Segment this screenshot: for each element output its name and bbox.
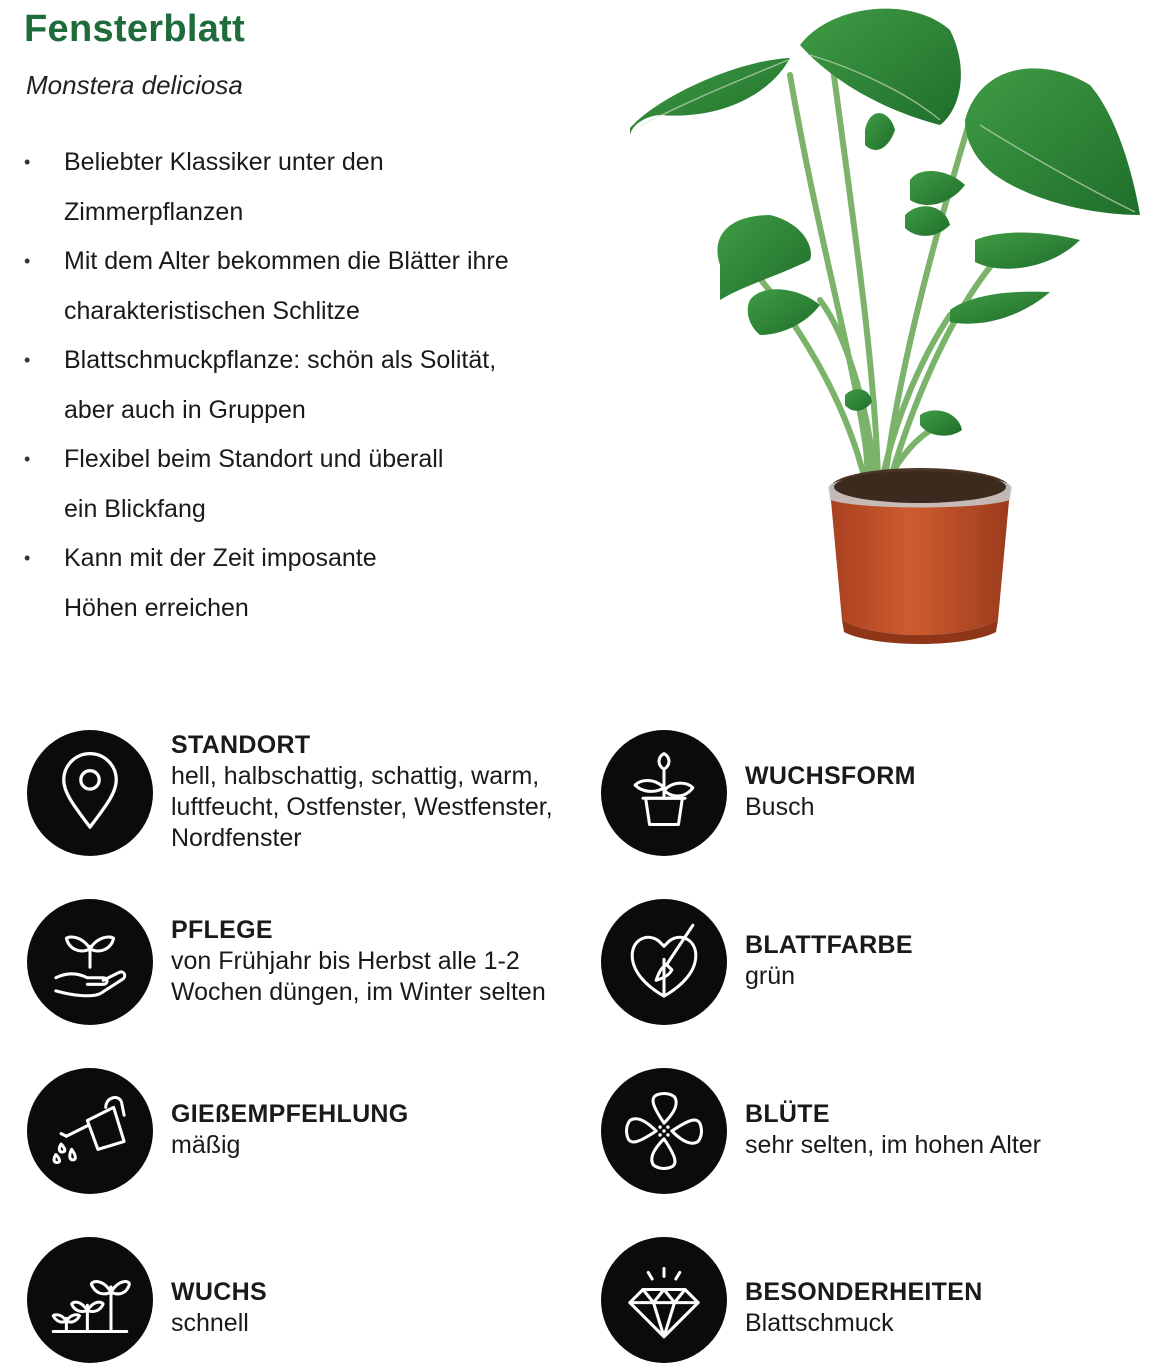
growing-plants-icon — [27, 1237, 153, 1363]
location-pin-icon — [27, 730, 153, 856]
attribute-value: grün — [745, 962, 796, 990]
attribute-value: Nordfenster — [171, 824, 302, 852]
attribute-label: STANDORT — [171, 731, 311, 759]
attribute-value: hell, halbschattig, schattig, warm, — [171, 762, 540, 790]
attribute-value: sehr selten, im hohen Alter — [745, 1131, 1041, 1159]
page-title: Fensterblatt — [24, 8, 246, 50]
attribute-standort — [27, 730, 587, 860]
diamond-icon — [601, 1237, 727, 1363]
attribute-wuchs — [27, 1237, 587, 1363]
botanical-name: Monstera deliciosa — [26, 70, 243, 100]
attribute-blattfarbe — [601, 899, 1161, 1029]
attribute-value: Wochen düngen, im Winter selten — [171, 978, 546, 1006]
feature-item: • Mit dem Alter bekommen die Blätter ihre charakteristischen Schlitze — [22, 237, 602, 336]
attribute-label: BESONDERHEITEN — [745, 1278, 983, 1306]
feature-item: • Flexibel beim Standort und überall ein Blickfang — [22, 435, 602, 534]
attribute-value: Busch — [745, 793, 815, 821]
attribute-label: WUCHS — [171, 1278, 267, 1306]
leaf-brush-icon — [601, 899, 727, 1025]
flower-icon — [601, 1068, 727, 1194]
attribute-label: BLATTFARBE — [745, 931, 913, 959]
attribute-wuchsform — [601, 730, 1161, 860]
feature-item: • Kann mit der Zeit imposante Höhen erreichen — [22, 534, 602, 633]
attribute-label: PFLEGE — [171, 916, 273, 944]
attribute-value: von Frühjahr bis Herbst alle 1-2 — [171, 947, 520, 975]
attribute-label: GIEßEMPFEHLUNG — [171, 1100, 409, 1128]
attribute-value: luftfeucht, Ostfenster, Westfenster, — [171, 793, 553, 821]
attribute-label: WUCHSFORM — [745, 762, 916, 790]
attribute-value: Blattschmuck — [745, 1309, 894, 1337]
attribute-value: mäßig — [171, 1131, 241, 1159]
potted-plant-icon — [601, 730, 727, 856]
attribute-value: schnell — [171, 1309, 249, 1337]
monstera-plant-image — [620, 0, 1150, 650]
attribute-besonderheiten — [601, 1237, 1161, 1363]
attribute-label: BLÜTE — [745, 1100, 830, 1128]
attribute-bluete — [601, 1068, 1161, 1198]
attribute-pflege — [27, 899, 587, 1029]
feature-item: • Blattschmuckpflanze: schön als Solität, aber auch in Gruppen — [22, 336, 602, 435]
watering-can-icon — [27, 1068, 153, 1194]
hand-seedling-icon — [27, 899, 153, 1025]
feature-item: • Beliebter Klassiker unter den Zimmerpflanzen — [22, 138, 602, 237]
attribute-giessempfehlung — [27, 1068, 587, 1198]
feature-list — [22, 138, 602, 633]
